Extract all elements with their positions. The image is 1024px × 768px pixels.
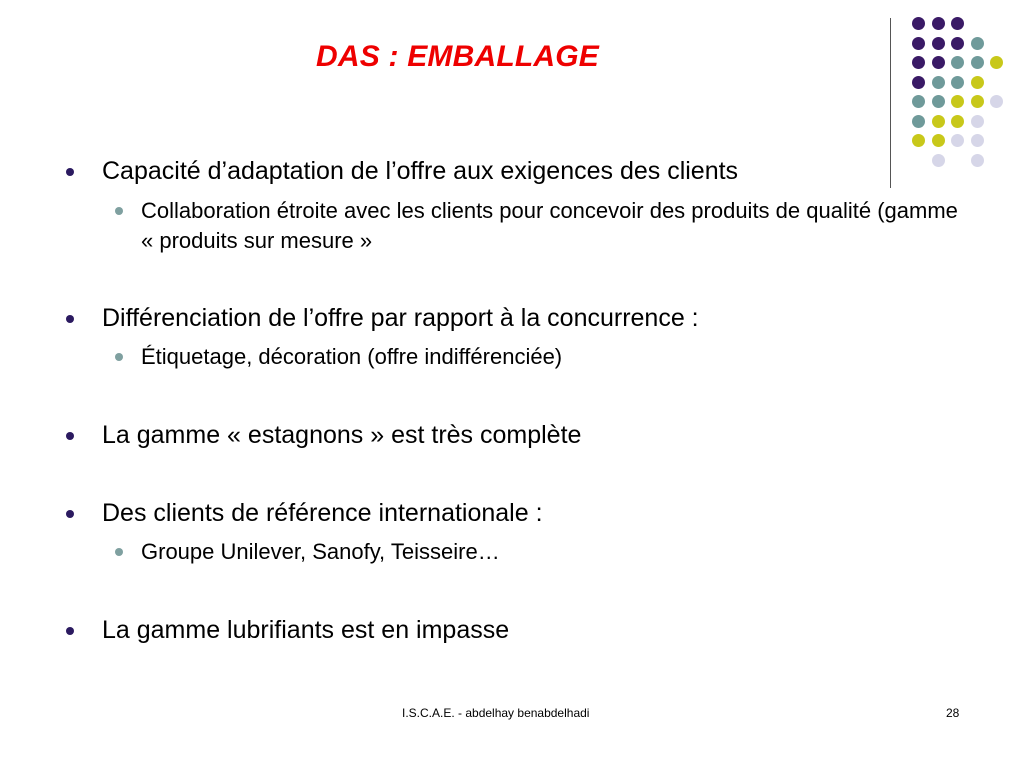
lavender-dot [990,95,1003,108]
yellow-dot [951,115,964,128]
purple-dot [932,37,945,50]
sub-bullet-icon [115,548,123,556]
slide-title: DAS : EMBALLAGE [316,40,599,73]
lavender-dot [971,134,984,147]
bullet-icon [66,510,74,518]
bullet-icon [66,168,74,176]
teal-dot [912,115,925,128]
lavender-dot [971,154,984,167]
sub-bullet-item [141,342,971,372]
purple-dot [932,17,945,30]
footer-author: I.S.C.A.E. - abdelhay benabdelhadi [402,706,590,720]
yellow-dot [971,95,984,108]
bullet-item [102,498,543,528]
purple-dot [912,17,925,30]
bullet-item [102,156,738,186]
yellow-dot [971,76,984,89]
bullet-text: Capacité d’adaptation de l’offre aux exigences des clients [102,157,739,185]
teal-dot [971,37,984,50]
bullet-item [102,303,699,333]
purple-dot [932,56,945,69]
page-number: 28 [946,706,960,720]
sub-bullet-item [141,537,971,567]
purple-dot [951,37,964,50]
bullet-item [102,615,509,645]
bullet-text: Différenciation de l’offre par rapport à la concurrence : [102,304,699,332]
bullet-icon [66,315,74,323]
purple-dot [912,37,925,50]
purple-dot [951,17,964,30]
bullet-icon [66,627,74,635]
bullet-item [102,420,581,450]
teal-dot [932,95,945,108]
purple-dot [912,56,925,69]
sub-bullet-icon [115,207,123,215]
yellow-dot [912,134,925,147]
lavender-dot [971,115,984,128]
teal-dot [971,56,984,69]
sub-bullet-icon [115,353,123,361]
sub-bullet-text: Collaboration étroite avec les clients pour concevoir des produits de qualité (gamme « produits sur mesure » [141,198,958,253]
yellow-dot [932,115,945,128]
lavender-dot [932,154,945,167]
teal-dot [951,76,964,89]
sub-bullet-text: Groupe Unilever, Sanofy, Teisseire… [141,539,500,564]
purple-dot [912,76,925,89]
vertical-divider [890,18,891,188]
sub-bullet-text: Étiquetage, décoration (offre indifférenciée) [141,344,563,369]
teal-dot [951,56,964,69]
lavender-dot [951,134,964,147]
bullet-text: Des clients de référence internationale : [102,499,543,527]
bullet-text: La gamme « estagnons » est très complète [102,421,582,449]
teal-dot [932,76,945,89]
sub-bullet-item [141,196,971,256]
teal-dot [912,95,925,108]
yellow-dot [932,134,945,147]
bullet-text: La gamme lubrifiants est en impasse [102,616,510,644]
yellow-dot [990,56,1003,69]
yellow-dot [951,95,964,108]
bullet-icon [66,432,74,440]
